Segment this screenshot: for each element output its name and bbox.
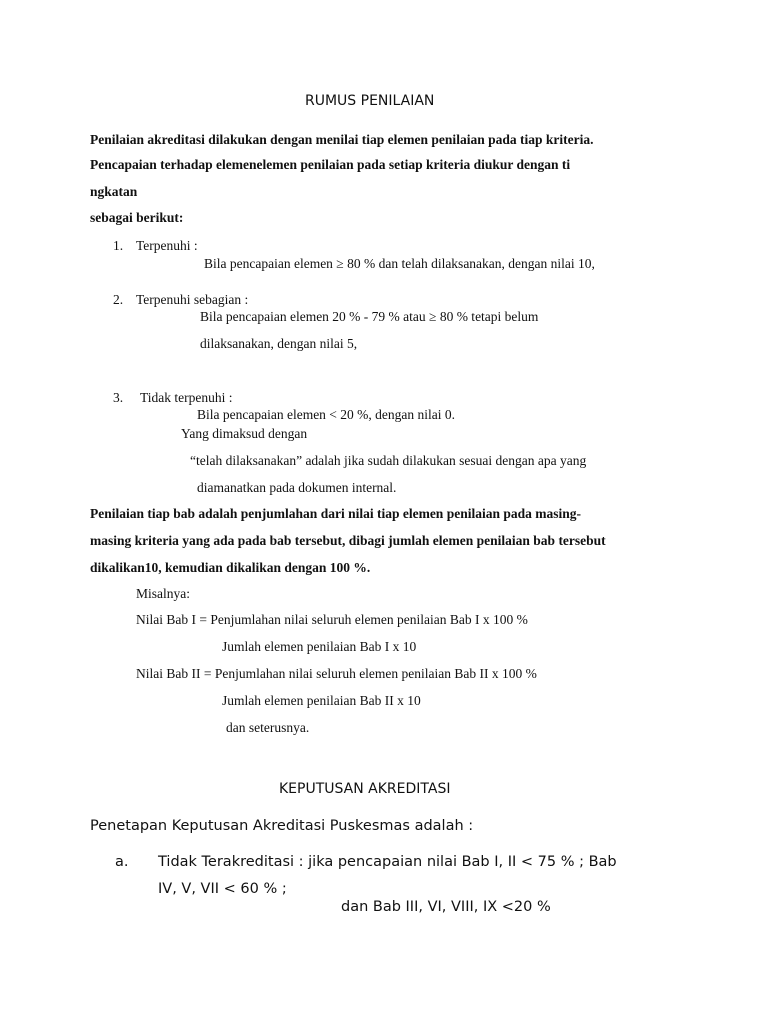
note-line-1: Yang dimaksud dengan bbox=[181, 426, 308, 441]
item-3-label: Tidak terpenuhi : bbox=[140, 390, 233, 405]
item-1-number: 1. bbox=[113, 238, 124, 253]
bab-paragraph-3: dikalikan10, kemudian dikalikan dengan 100 %. bbox=[90, 560, 371, 575]
item-3-number: 3. bbox=[113, 390, 124, 405]
keputusan-item-a-line-3: dan Bab III, VI, VIII, IX <20 % bbox=[341, 899, 551, 915]
note-line-2: “telah dilaksanakan” adalah jika sudah dilakukan sesuai dengan apa yang bbox=[190, 453, 587, 468]
and-so-on: dan seterusnya. bbox=[226, 720, 310, 735]
formula-bab-2-denominator: Jumlah elemen penilaian Bab II x 10 bbox=[222, 693, 421, 708]
item-1-label: Terpenuhi : bbox=[136, 238, 198, 253]
keputusan-title: KEPUTUSAN AKREDITASI bbox=[279, 781, 451, 797]
item-2-label: Terpenuhi sebagian : bbox=[136, 292, 249, 307]
formula-bab-1-numerator: Nilai Bab I = Penjumlahan nilai seluruh elemen penilaian Bab I x 100 % bbox=[136, 612, 528, 627]
item-3-desc: Bila pencapaian elemen < 20 %, dengan nilai 0. bbox=[197, 407, 456, 422]
intro-line-2b: ngkatan bbox=[90, 184, 138, 199]
formula-bab-2-numerator: Nilai Bab II = Penjumlahan nilai seluruh elemen penilaian Bab II x 100 % bbox=[136, 666, 537, 681]
item-2-desc-1: Bila pencapaian elemen 20 % - 79 % atau ≥ 80 % tetapi belum bbox=[200, 309, 539, 324]
note-line-3: diamanatkan pada dokumen internal. bbox=[197, 480, 397, 495]
intro-line-1: Penilaian akreditasi dilakukan dengan menilai tiap elemen penilaian pada tiap kriteria. bbox=[90, 132, 594, 147]
item-2-number: 2. bbox=[113, 292, 124, 307]
item-1-desc: Bila pencapaian elemen ≥ 80 % dan telah dilaksanakan, dengan nilai 10, bbox=[204, 256, 595, 271]
bab-paragraph-2: masing kriteria yang ada pada bab tersebut, dibagi jumlah elemen penilaian bab tersebut bbox=[90, 533, 606, 548]
example-label: Misalnya: bbox=[136, 586, 190, 601]
keputusan-intro: Penetapan Keputusan Akreditasi Puskesmas adalah : bbox=[90, 818, 474, 834]
intro-line-2: Pencapaian terhadap elemenelemen penilaian pada setiap kriteria diukur dengan ti bbox=[90, 157, 571, 172]
intro-line-3: sebagai berikut: bbox=[90, 210, 184, 225]
rumus-title: RUMUS PENILAIAN bbox=[305, 93, 435, 109]
formula-bab-1-denominator: Jumlah elemen penilaian Bab I x 10 bbox=[222, 639, 417, 654]
keputusan-item-a-line-1: Tidak Terakreditasi : jika pencapaian nilai Bab I, II < 75 % ; Bab bbox=[158, 854, 617, 870]
item-2-desc-2: dilaksanakan, dengan nilai 5, bbox=[200, 336, 358, 351]
keputusan-item-a-marker: a. bbox=[115, 854, 129, 870]
keputusan-item-a-line-2: IV, V, VII < 60 % ; bbox=[158, 881, 287, 897]
bab-paragraph-1: Penilaian tiap bab adalah penjumlahan dari nilai tiap elemen penilaian pada masing- bbox=[90, 506, 581, 521]
